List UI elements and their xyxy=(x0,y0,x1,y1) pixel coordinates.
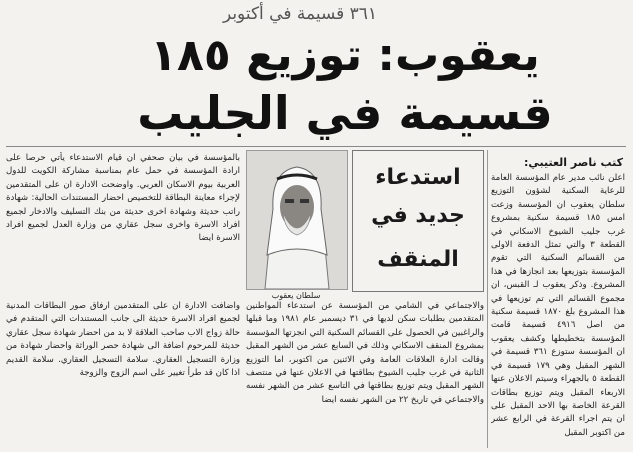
column-text: والاجتماعي في الشامي من المؤسسة عن استدعاء المواطنين المتقدمين بطلبات سكن لديها في ٣١ ديسمبر عام ١٩٨١ وما قبلها والراغبين في الحصول على القسائم السكنية التي انجزتها المؤسسة بمشروع المنقف الاسكاني وذلك في السابع عشر من الشهر المقبل وقالت ادارة العلاقات العامة وفي الاثنين من اكتوبر، اما التوزيع الثانية في غرب جليب الشيوخ بطاقتها في الاعلان عنها في منتصف الشهر المقبل ويتم توزيع بطاقتها في التاسع عشر من الشهر نفسه والاجتماعي في تاريخ ٢٢ من الشهر نفسه ايضا xyxy=(246,301,484,405)
kicker-headline: ٣٦١ قسيمة في أكتوبر xyxy=(222,4,378,24)
column-divider xyxy=(487,150,488,448)
sidebar-box xyxy=(352,150,484,292)
sidebar-title-line-3: المنقف xyxy=(377,247,459,272)
column-text: واضافت الادارة ان على المتقدمين ارفاق صور البطاقات المدنية لجميع افراد الاسرة حديثة الى جانب المستندات التي المتقدم في حالة زواج الاب صاحب العلاقة لا بد من احضار شهادة سجل عقاري حديثة للمرحوم اضافة الى شهادة حصر الوراثة واحضار شهادة من وزارة التسجيل العقاري. سلامة التسجيل العقاري. سلامة القديم اذا كان قد طرأ تغيير على اسم الزوج والزوجة xyxy=(6,301,240,379)
column-text: اعلن نائب مدير عام المؤسسة العامة للرعاية السكنية لشؤون التوزيع سلطان يعقوب ان المؤسسة وزعت امس ١٨٥ قسيمة سكنية بمشروع غرب جليب الشيوخ الاسكاني في القطعة ٣ والتي تمثل الدفعة الاولى من القسائم السكنية التي تقوم المؤسسة بتوزيعها بعد انجازها في هذا المشروع. وذكر يعقوب لـ القبس، ان مجموع القسائم التي تم توزيعها في هذا المشروع بلغ ١٨٧٠ قسيمة سكنية من اصل ٤٩١٦ قسيمة قامت المؤسسة بتخطيطها وكشف يعقوب ان المؤسسة ستوزع ٣٦١ قسيمة في الشهر المقبل وهي ١٧٩ قسيمة في القطعة ٥ بالجهراء وسيتم الاعلان عنها الاربعاء المقبل ويتم توزيع بطاقات القرعة الخاصة بها الاحد المقبل على ان يتم اجراء القرعة في الرابع عشر من اكتوبر المقبل xyxy=(491,173,625,438)
article-column-left-top xyxy=(6,152,240,300)
portrait-illustration xyxy=(247,151,347,289)
headline-line-2: قسيمة في الجليب xyxy=(137,86,553,140)
column-text: بالمؤسسة في بيان صحفي ان قيام الاستدعاء يأتي حرصا على ارادة المؤسسة في حمل عام بمناسبة مشاركة الكويت للدول العربية بيوم الاسكان العربي. واوضحت الادارة ان على المتقدمين لإجراء معاينة البطاقة للتخصيص احضار المستندات الحالية: شهادة راتب حديثة وشهادة اخرى حديثة من بنك التسليف والادخار لجميع افراد الاسرة واخرى سجل عقاري من وزارة العدل لجميع افراد الاسرة ايضا xyxy=(6,153,240,244)
portrait-photo xyxy=(246,150,348,290)
article-column-left-bottom xyxy=(6,300,240,450)
byline: كتب ناصر العتيبي: xyxy=(523,156,623,169)
sidebar-title-line-1: استدعاء xyxy=(375,165,461,190)
photo-caption: سلطان يعقوب xyxy=(271,291,321,300)
article-column-middle-bottom xyxy=(246,300,484,450)
article-column-right xyxy=(491,172,625,450)
horizontal-divider xyxy=(6,146,626,147)
headline-line-1: يعقوب: توزيع ١٨٥ xyxy=(150,30,540,81)
sidebar-title-line-2: جديد في xyxy=(371,203,465,228)
